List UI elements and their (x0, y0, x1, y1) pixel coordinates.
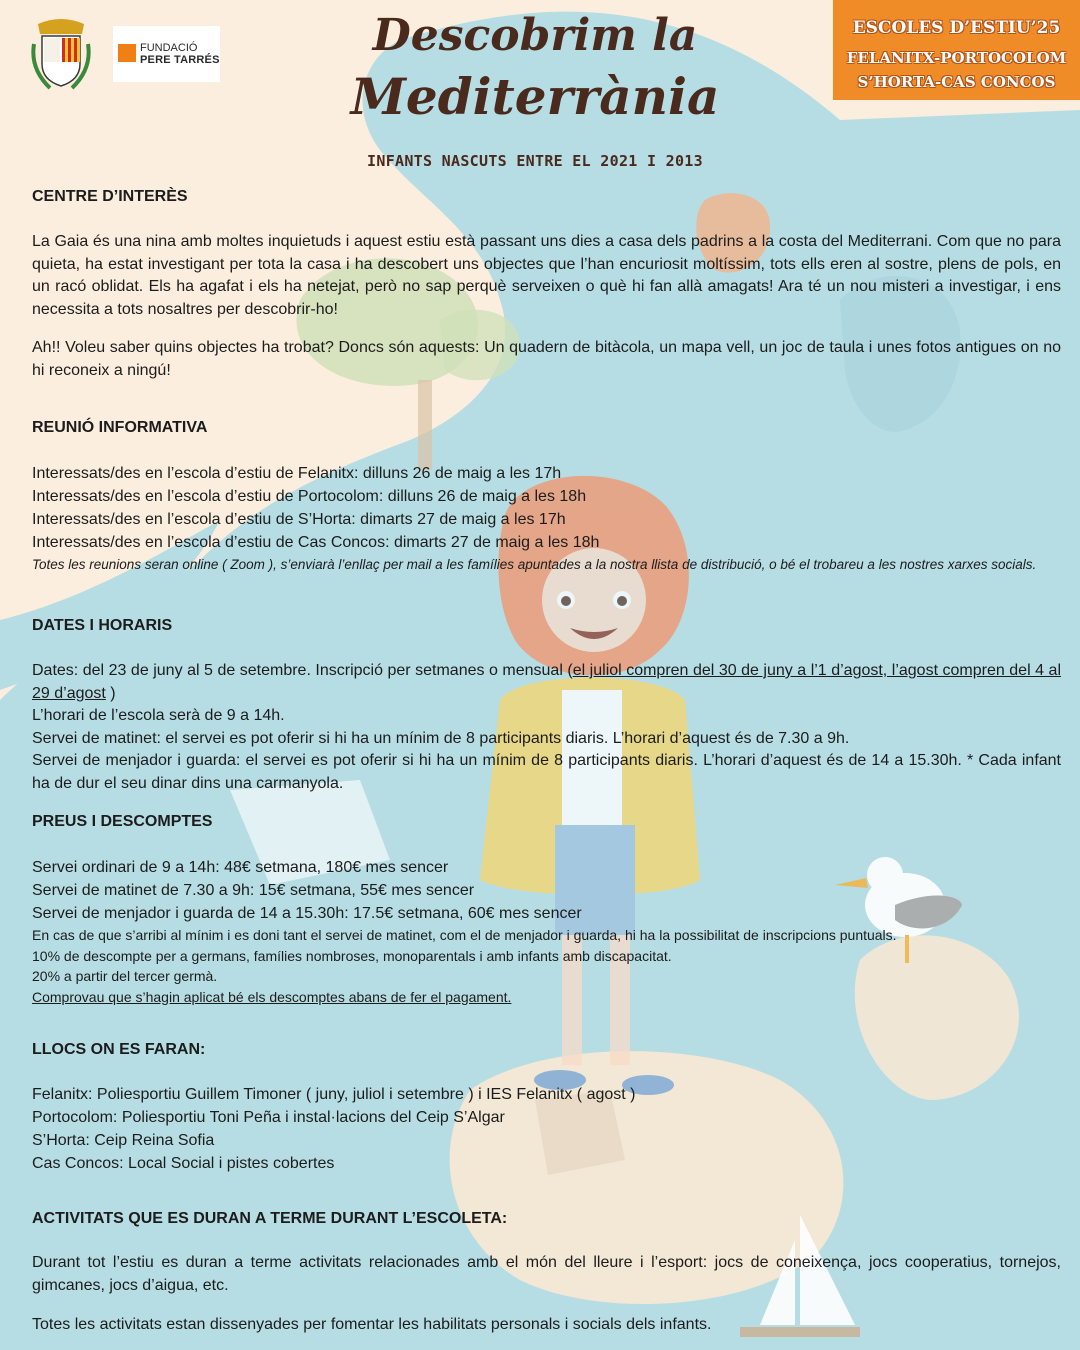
section-llocs (32, 1039, 1061, 1061)
paragraph: La Gaia és una nina amb moltes inquietuds i aquest estiu està passant uns dies a casa dels padrins a la costa del Mediterrani. Com que no para quieta, ha estat investigant per tota la casa i ha descobert uns objectes que l’han encuriosit moltíssim, tots ells eren al sostre, plens de pols, en un racó oblidat. Els ha agafat i els ha netejat, però no sap perquè serveixen o què hi fan allà amagats! Ara té un nou misteri a investigar, i ens necessita a tots nosaltres per descobrir-ho! (32, 233, 1061, 318)
reunio-list (32, 462, 1061, 576)
badge-line3: S’HORTA-CAS CONCOS (857, 73, 1056, 91)
section-dates (32, 615, 1061, 637)
centre-interes-body (32, 231, 1061, 321)
section-heading: PREUS I DESCOMPTES (32, 813, 213, 830)
activitats-body-2 (32, 1314, 1061, 1337)
reunio-note: Totes les reunions seran online ( Zoom ), s’enviarà l’enllaç per mail a les famílies apuntades a la nostra llista de distribució, o bé el trobareu a les nostres xarxes socials. (32, 557, 1037, 572)
list-item: Servei ordinari de 9 a 14h: 48€ setmana, 180€ mes sencer (32, 859, 449, 876)
list-item: Servei de menjador i guarda de 14 a 15.30h: 17.5€ setmana, 60€ mes sencer (32, 905, 582, 922)
season-badge (833, 0, 1080, 100)
matinet-line: Servei de matinet: el servei es pot oferir si hi ha un mínim de 8 participants diaris. L’horari d’aquest és de 7.30 a 9h. (32, 729, 850, 747)
section-heading: CENTRE D’INTERÈS (32, 188, 188, 205)
title-line2: Mediterrània (350, 67, 720, 126)
list-item: Felanitx: Poliesportiu Guillem Timoner ( juny, juliol i setembre ) i IES Felanitx ( agost ) (32, 1086, 636, 1103)
list-item: Interessats/des en l’escola d’estiu de Felanitx: dilluns 26 de maig a les 17h (32, 465, 562, 482)
section-heading: REUNIÓ INFORMATIVA (32, 419, 208, 436)
logo-text-line1: FUNDACIÓ (140, 42, 198, 54)
page-title (340, 8, 730, 130)
logo-text-line2: PERE TARRÉS (140, 54, 220, 66)
town-crest-logo (30, 14, 92, 90)
section-centre-interes (32, 186, 1061, 208)
paragraph: Ah!! Voleu saber quins objectes ha trobat? Doncs són aquests: Un quadern de bitàcola, un mapa vell, un joc de taula i unes fotos antigues on no hi reconeix a ningú! (32, 339, 1061, 379)
dates-body (32, 660, 1061, 795)
fundacio-pere-tarres-logo (113, 26, 220, 82)
list-item: Interessats/des en l’escola d’estiu de Portocolom: dilluns 26 de maig a les 18h (32, 488, 587, 505)
section-heading: ACTIVITATS QUE ES DURAN A TERME DURANT L’ESCOLETA: (32, 1210, 508, 1227)
small-note: 20% a partir del tercer germà. (32, 968, 218, 984)
list-item: Interessats/des en l’escola d’estiu de S’Horta: dimarts 27 de maig a les 17h (32, 511, 566, 528)
menjador-line: Servei de menjador i guarda: el servei es pot oferir si hi ha un mínim de 8 participants diaris. L’horari d’aquest és de 14 a 15.30h. * Cada infant ha de dur el seu dinar dins una carmanyola. (32, 752, 1061, 792)
paragraph: Totes les activitats estan dissenyades per fomentar les habilitats personals i socials dels infants. (32, 1316, 712, 1333)
section-preus (32, 811, 1061, 833)
preus-list (32, 856, 1061, 1007)
dates-text: Dates: del 23 de juny al 5 de setembre. Inscripció per setmanes o mensual ( (32, 662, 573, 679)
list-item: Portocolom: Poliesportiu Toni Peña i instal·lacions del Ceip S’Algar (32, 1109, 505, 1126)
small-note: En cas de que s’arribi al mínim i es doni tant el servei de matinet, com el de menjador i guarda, hi ha la possibilitat de inscripcions puntuals. (32, 927, 897, 943)
dates-close: ) (105, 684, 116, 702)
orange-square-icon (118, 44, 136, 62)
paragraph: Durant tot l’estiu es duran a terme activitats relacionades amb el món del lleure i l’esport: jocs de coneixença, jocs cooperatius, tornejos, gimcanes, jocs d’aigua, etc. (32, 1254, 1061, 1294)
list-item: Interessats/des en l’escola d’estiu de Cas Concos: dimarts 27 de maig a les 18h (32, 534, 600, 551)
list-item: S’Horta: Ceip Reina Sofia (32, 1132, 215, 1149)
check-discount-note: Comprovau que s’hagin aplicat bé els descomptes abans de fer el pagament. (32, 988, 512, 1005)
centre-interes-body-2 (32, 337, 1061, 382)
small-note: 10% de descompte per a germans, famílies nombroses, monoparentals i amb infants amb discapacitat. (32, 947, 672, 964)
section-reunio (32, 417, 1061, 439)
title-line1: Descobrim la (372, 10, 698, 61)
llocs-list (32, 1083, 1061, 1175)
list-item: Servei de matinet de 7.30 a 9h: 15€ setmana, 55€ mes sencer (32, 882, 475, 899)
activitats-body (32, 1252, 1061, 1297)
dates-paragraph (32, 660, 1061, 705)
badge-line2: FELANITX-PORTOCOLOM (846, 49, 1067, 67)
section-heading: LLOCS ON ES FARAN: (32, 1041, 206, 1058)
badge-line1: ESCOLES D’ESTIU’25 (852, 18, 1061, 38)
page-subtitle: INFANTS NASCUTS ENTRE EL 2021 I 2013 (367, 152, 703, 170)
section-heading: DATES I HORARIS (32, 617, 173, 634)
dates-underlined: el juliol compren del 30 de juny a l’1 d’agost, l’agost compren del 4 al 29 d’agost (32, 662, 1061, 702)
horari-line: L’horari de l’escola serà de 9 a 14h. (32, 707, 285, 724)
list-item: Cas Concos: Local Social i pistes cobertes (32, 1155, 335, 1172)
section-activitats (32, 1208, 1061, 1230)
